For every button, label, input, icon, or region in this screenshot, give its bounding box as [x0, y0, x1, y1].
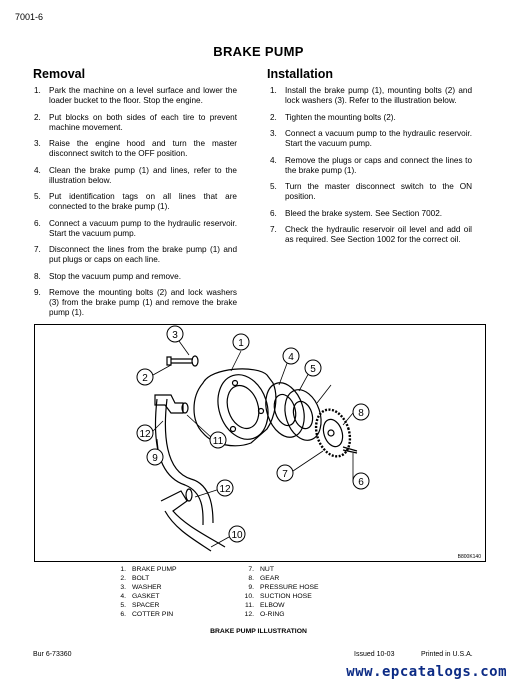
removal-step: 4. Clean the brake pump (1) and lines, refer to the illustration below. — [34, 165, 237, 185]
legend-item: 3. WASHER — [120, 583, 162, 591]
removal-step: 6. Connect a vacuum pump to the hydraulic reservoir. Start the vacuum pump. — [34, 218, 237, 238]
legend-item: 9. PRESSURE HOSE — [248, 583, 319, 591]
brake-pump-illustration — [34, 324, 486, 562]
removal-step: 7. Disconnect the lines from the brake pump (1) and put plugs or caps on each line. — [34, 245, 237, 264]
washer — [192, 356, 198, 366]
svg-text:8: 8 — [358, 408, 364, 419]
svg-text:12: 12 — [139, 429, 151, 440]
suction-hose — [161, 491, 225, 551]
installation-heading: Installation — [267, 67, 333, 81]
callout-12 — [137, 425, 153, 441]
spacer — [279, 385, 327, 445]
callout-2 — [137, 369, 153, 385]
svg-text:7: 7 — [282, 469, 288, 480]
svg-text:3: 3 — [172, 330, 178, 341]
removal-step: 5. Put identification tags on all lines that are connected to the brake pump (1). — [34, 192, 237, 211]
legend-item: 5. SPACER — [120, 601, 160, 609]
svg-text:11: 11 — [212, 436, 224, 447]
installation-step: 5. Turn the master disconnect switch to the ON position. — [270, 182, 472, 201]
page-number: 7001-6 — [15, 12, 44, 22]
removal-step: 1. Park the machine on a level surface and lower the loader bucket to the floor. Stop the engine. — [34, 86, 237, 105]
legend-item: 8. GEAR — [248, 574, 280, 582]
callout-12 — [217, 480, 233, 496]
callout-6 — [353, 473, 369, 489]
legend-item: 7. NUT — [248, 566, 274, 573]
installation-step: 7. Check the hydraulic reservoir oil level and add oil as required. See Section 1002 for the correct oil. — [270, 225, 472, 244]
removal-heading: Removal — [33, 67, 86, 81]
removal-step: 2. Put blocks on both sides of each tire to prevent machine movement. — [34, 112, 237, 132]
callout-3 — [167, 326, 183, 342]
bolt — [167, 357, 193, 365]
installation-step: 6. Bleed the brake system. See Section 7002. — [270, 208, 443, 218]
gear — [310, 405, 355, 461]
svg-text:6: 6 — [358, 477, 364, 488]
printed-location: Printed in U.S.A. — [421, 651, 473, 658]
document-number: Bur 6-73360 — [33, 651, 72, 658]
page-title: BRAKE PUMP — [213, 44, 304, 59]
legend-item: 1. BRAKE PUMP — [120, 566, 177, 573]
removal-step: 8. Stop the vacuum pump and remove. — [34, 271, 181, 281]
installation-step: 4. Remove the plugs or caps and connect the lines to the brake pump (1). — [270, 155, 472, 175]
callout-5 — [305, 360, 321, 376]
removal-step: 9. Remove the mounting bolts (2) and lock washers (3) from the brake pump (1) and remove the brake pump (1). — [34, 288, 237, 317]
callout-1 — [233, 334, 249, 350]
removal-steps — [34, 86, 237, 325]
callout-11 — [210, 432, 226, 448]
callout-8 — [353, 404, 369, 420]
svg-text:2: 2 — [142, 373, 148, 384]
removal-step: 3. Raise the engine hood and turn the master disconnect switch to the OFF position. — [34, 139, 237, 158]
legend-left — [112, 566, 177, 619]
svg-text:10: 10 — [231, 530, 243, 541]
legend-item: 4. GASKET — [120, 592, 160, 600]
legend-item: 10. SUCTION HOSE — [244, 592, 312, 600]
svg-text:12: 12 — [219, 484, 231, 495]
issued-date: Issued 10-03 — [354, 651, 395, 658]
installation-steps — [270, 86, 472, 252]
installation-step: 1. Install the brake pump (1), mounting bolts (2) and lock washers (3). Refer to the illustration below. — [270, 86, 472, 105]
callout-4 — [283, 348, 299, 364]
figure-code: B800K140 — [457, 554, 481, 560]
legend-item: 6. COTTER PIN — [120, 610, 174, 618]
figure-caption: BRAKE PUMP ILLUSTRATION — [210, 628, 307, 635]
callout-9 — [147, 449, 163, 465]
installation-step: 2. Tighten the mounting bolts (2). — [270, 112, 396, 122]
svg-text:4: 4 — [288, 352, 294, 363]
watermark: www.epcatalogs.com — [346, 664, 507, 680]
legend-item: 11. ELBOW — [245, 601, 285, 609]
exploded-view-drawing — [35, 325, 485, 561]
svg-text:5: 5 — [310, 364, 316, 375]
installation-step: 3. Connect a vacuum pump to the hydraulic reservoir. Start the vacuum pump. — [270, 129, 472, 148]
legend-right — [240, 566, 319, 619]
legend-item: 2. BOLT — [120, 574, 150, 582]
callout-7 — [277, 465, 293, 481]
svg-text:9: 9 — [152, 453, 158, 464]
legend-item: 12. O-RING — [244, 610, 285, 618]
svg-text:1: 1 — [238, 338, 244, 349]
elbow — [155, 395, 183, 413]
callout-10 — [229, 526, 245, 542]
